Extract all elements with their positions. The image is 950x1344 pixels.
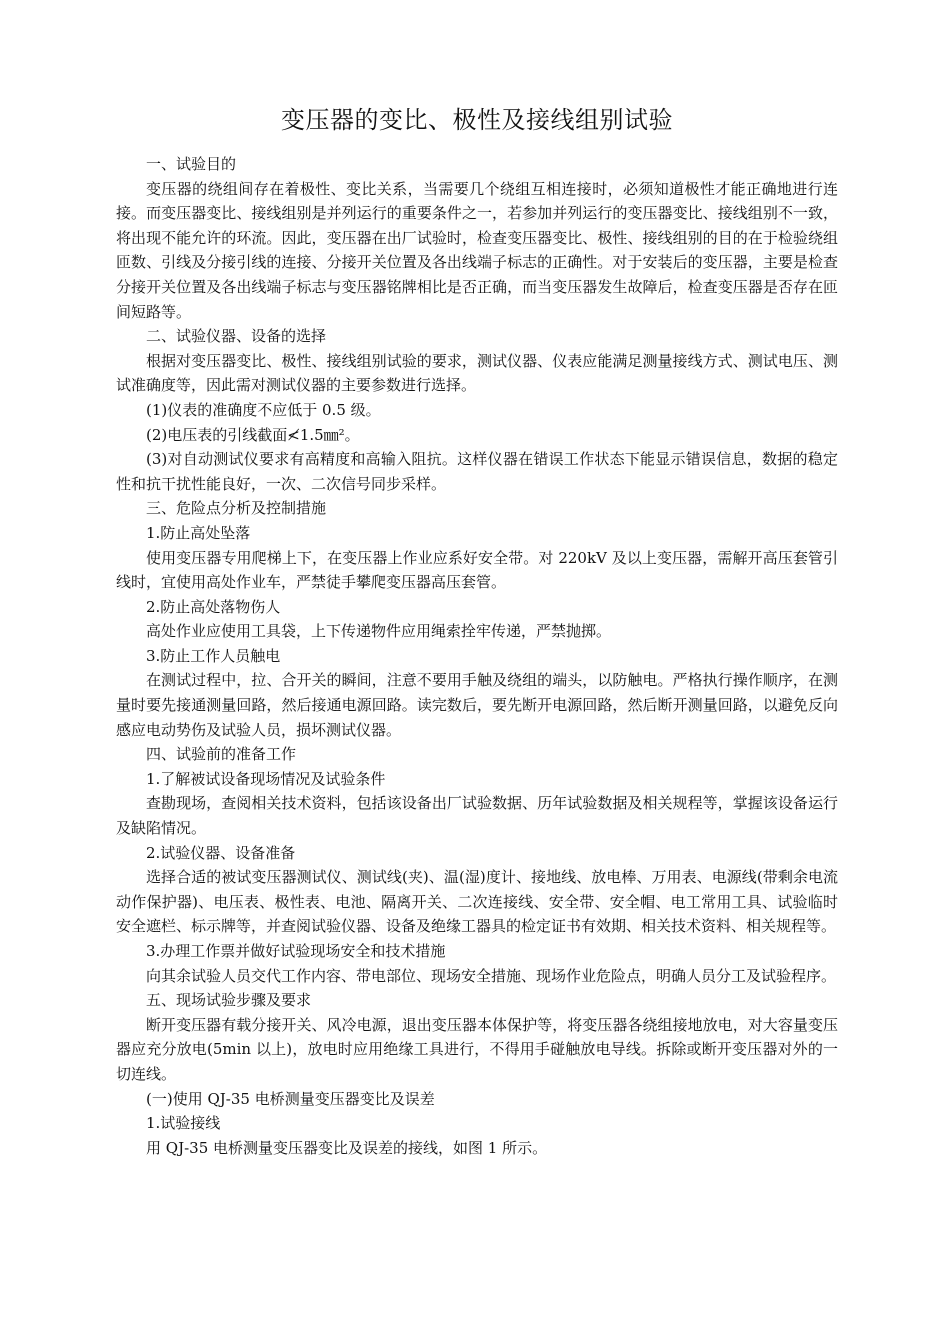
paragraph: 向其余试验人员交代工作内容、带电部位、现场安全措施、现场作业危险点，明确人员分工及试验程序。 [146,966,837,985]
document-body [116,152,838,1160]
paragraph: 断开变压器有载分接开关、风冷电源，退出变压器本体保护等，将变压器各绕组接地放电，对大容量变压器应充分放电(5min 以上)，放电时应用绝缘工具进行，不得用手碰触放电导线。拆除或断开变压器对外的一切连线。 [116,1015,838,1083]
subsection-heading: 1.了解被试设备现场情况及试验条件 [146,769,386,788]
paragraph: 选择合适的被试变压器测试仪、测试线(夹)、温(湿)度计、接地线、放电棒、万用表、电源线(带剩余电流动作保护器)、电压表、极性表、电池、隔离开关、二次连接线、安全带、安全帽、电工常用工具、试验临时安全遮栏、标示牌等，并查阅试验仪器、设备及绝缘工器具的检定证书有效期、相关技术资料、相关规程等。 [116,868,838,936]
subsection-heading: 1.防止高处坠落 [146,523,251,542]
subsection-heading: 1.试验接线 [146,1114,221,1133]
subsection-heading: 2.防止高处落物伤人 [146,597,281,616]
subsection-heading: 2.试验仪器、设备准备 [146,843,296,862]
section-heading: 一、试验目的 [146,155,237,173]
section-heading: 二、试验仪器、设备的选择 [146,327,327,346]
document-page [116,100,838,1160]
paragraph: 根据对变压器变比、极性、接线组别试验的要求，测试仪器、仪表应能满足测量接线方式、测试电压、测试准确度等，因此需对测试仪器的主要参数进行选择。 [116,351,838,395]
section-heading: 五、现场试验步骤及要求 [146,991,312,1010]
list-item: (1)仪表的准确度不应低于 0.5 级。 [146,400,381,419]
list-item: (2)电压表的引线截面≮1.5㎜²。 [146,425,360,444]
paragraph: 变压器的绕组间存在着极性、变比关系，当需要几个绕组互相连接时，必须知道极性才能正确地进行连接。而变压器变比、接线组别是并列运行的重要条件之一，若参加并列运行的变压器变比、接线组别不一致，将出现不能允许的环流。因此，变压器在出厂试验时，检查变压器变比、极性、接线组别的目的在于检验绕组匝数、引线及分接引线的连接、分接开关位置及各出线端子标志的正确性。对于安装后的变压器，主要是检查分接开关位置及各出线端子标志与变压器铭牌相比是否正确，而当变压器发生故障后，检查变压器是否存在匝间短路等。 [116,179,838,321]
document-title: 变压器的变比、极性及接线组别试验 [281,106,673,134]
paragraph: 查勘现场，查阅相关技术资料，包括该设备出厂试验数据、历年试验数据及相关规程等，掌握该设备运行及缺陷情况。 [116,794,838,838]
paragraph: 高处作业应使用工具袋，上下传递物件应用绳索拴牢传递，严禁抛掷。 [146,622,612,641]
section-heading: 四、试验前的准备工作 [146,745,297,764]
section-heading: 三、危险点分析及控制措施 [146,499,327,518]
paragraph: 用 QJ-35 电桥测量变压器变比及误差的接线，如图 1 所示。 [146,1138,548,1157]
paragraph: 在测试过程中，拉、合开关的瞬间，注意不要用手触及绕组的端头，以防触电。严格执行操作顺序，在测量时要先接通测量回路，然后接通电源回路。读完数后，要先断开电源回路，然后断开测量回路，以避免反向感应电动势伤及试验人员，损坏测试仪器。 [116,671,838,739]
list-item: (3)对自动测试仪要求有高精度和高输入阻抗。这样仪器在错误工作状态下能显示错误信息，数据的稳定性和抗干扰性能良好，一次、二次信号同步采样。 [116,450,838,493]
subsection-heading: 3.防止工作人员触电 [146,646,281,665]
paragraph: 使用变压器专用爬梯上下，在变压器上作业应系好安全带。对 220kV 及以上变压器，需解开高压套管引线时，宜使用高处作业车，严禁徒手攀爬变压器高压套管。 [116,548,838,592]
subsection-heading: 3.办理工作票并做好试验现场安全和技术措施 [146,942,446,960]
subsection-heading: (一)使用 QJ-35 电桥测量变压器变比及误差 [146,1089,435,1108]
